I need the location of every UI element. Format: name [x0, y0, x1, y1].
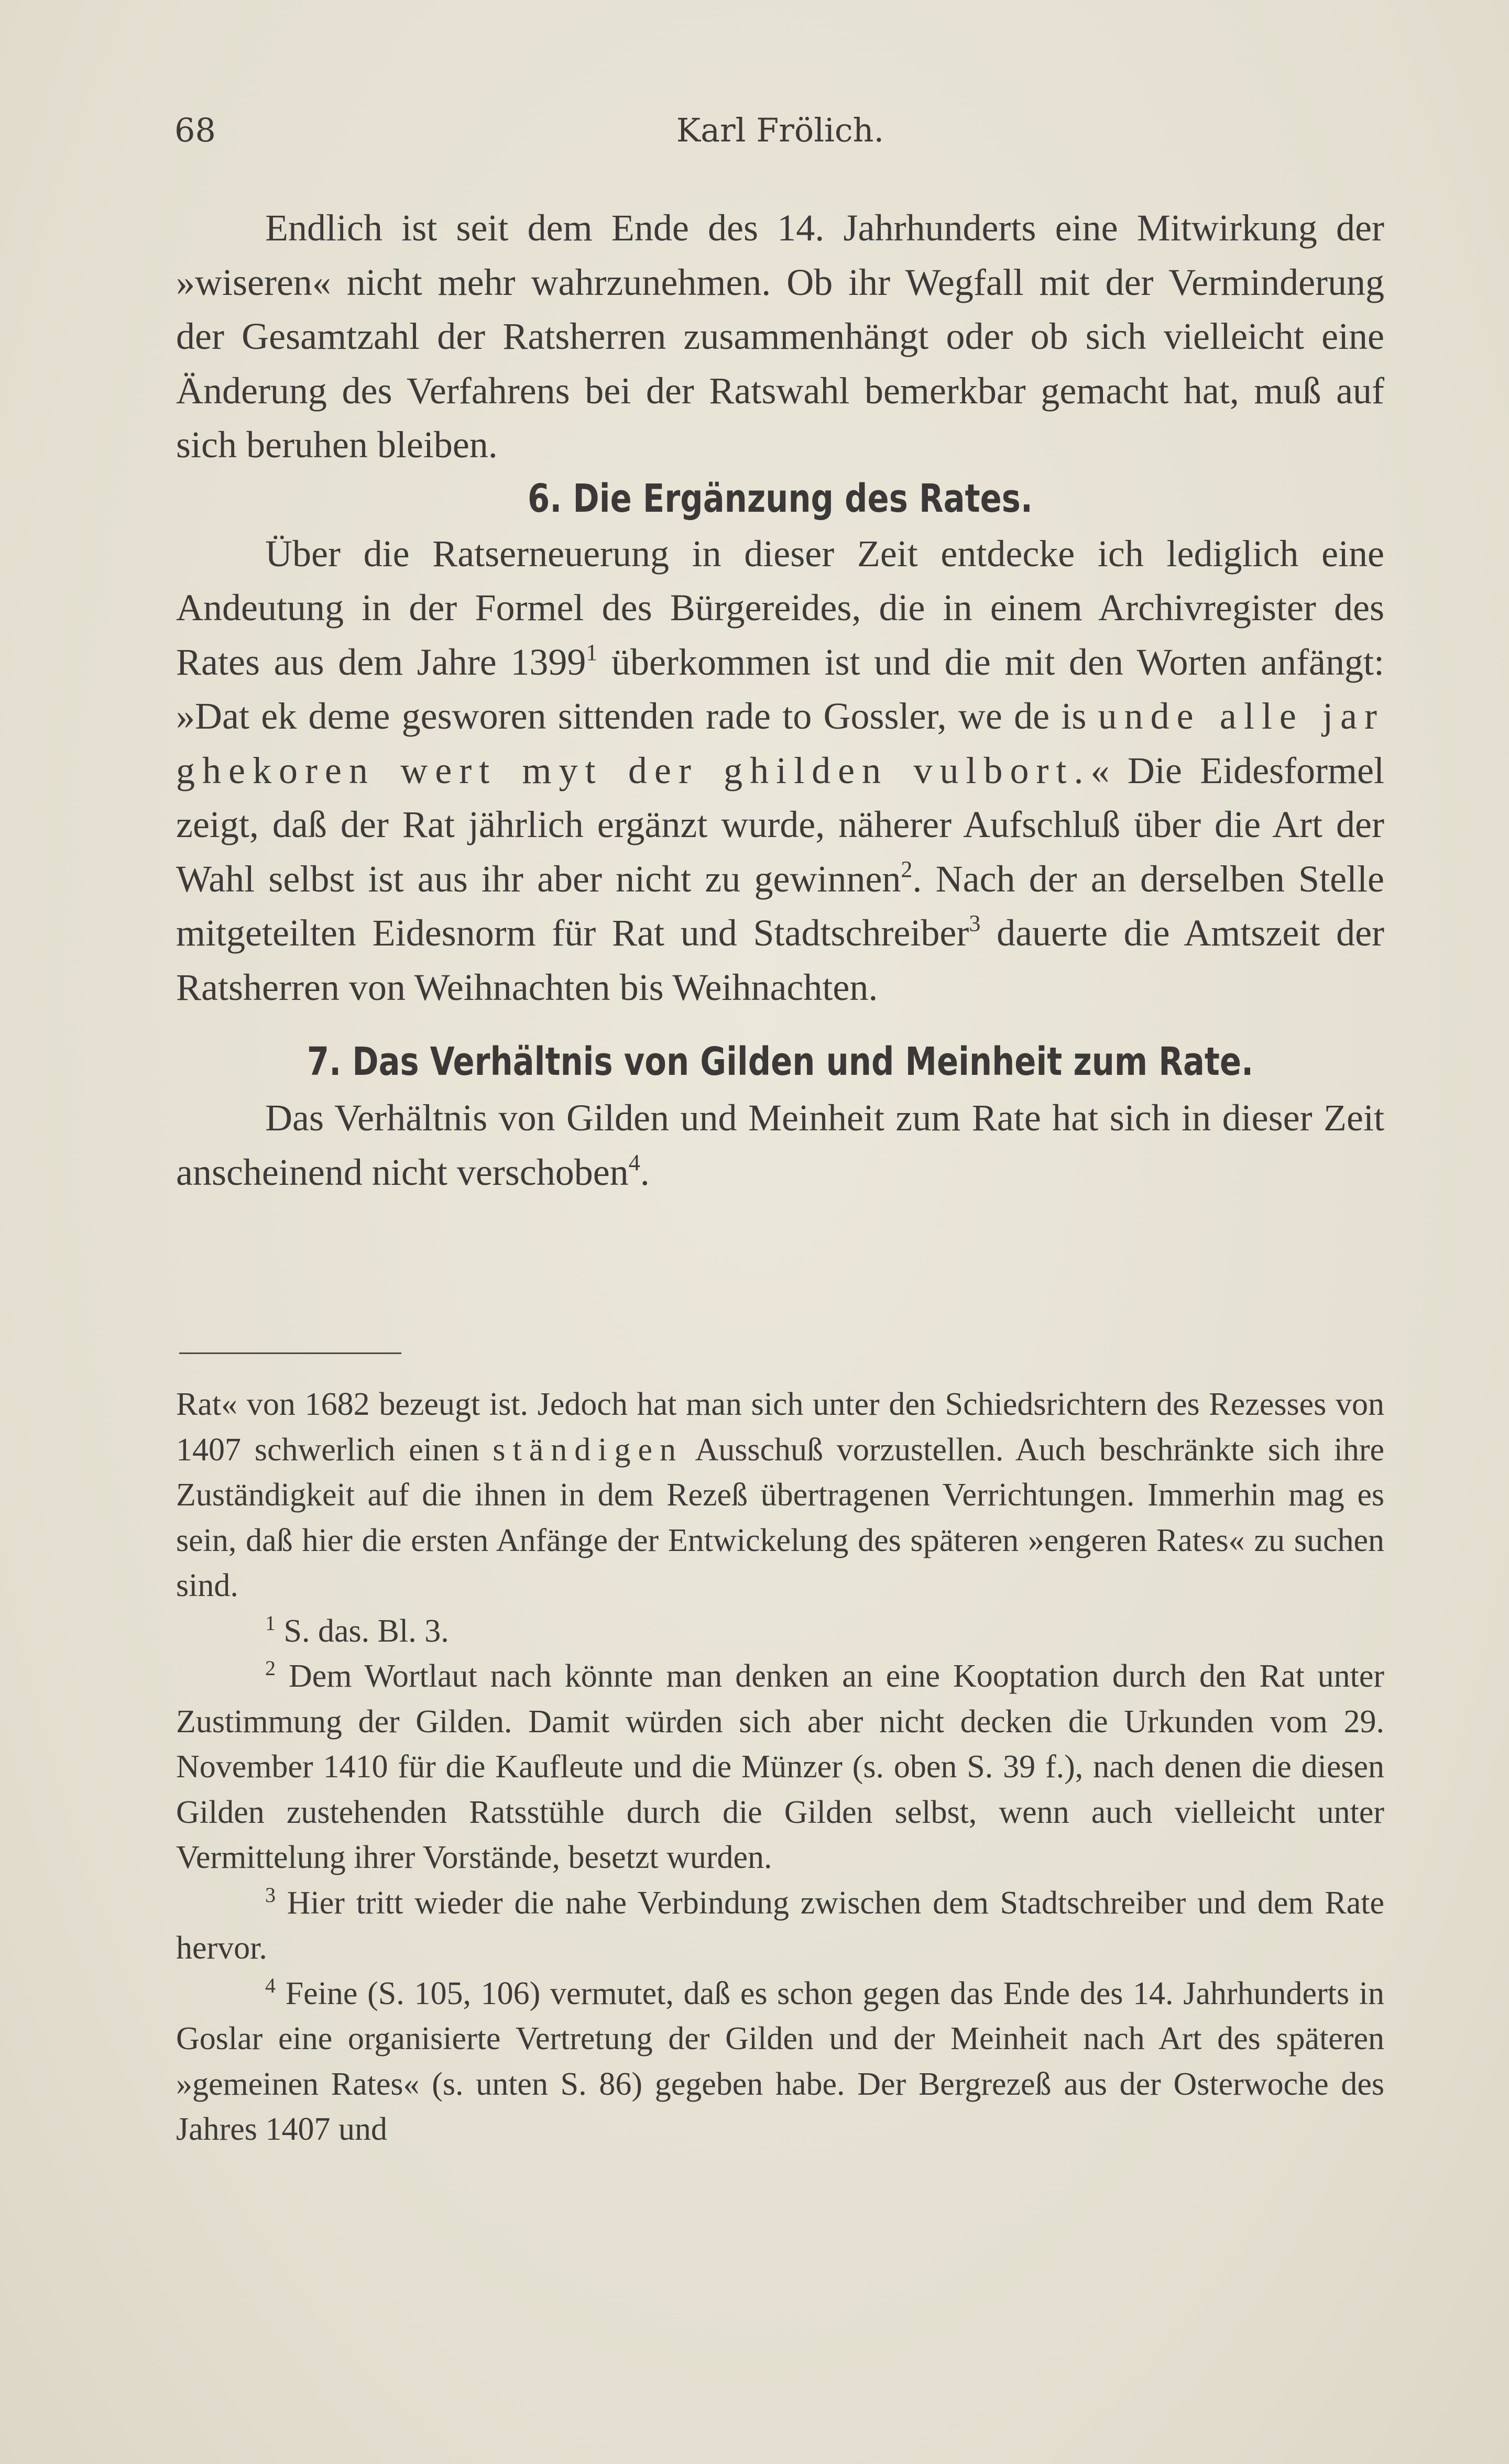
paragraph-gilden: Das Verhältnis von Gilden und Meinheit zum Rate hat sich in dieser Zeit anscheinend nicht verschoben$^4$.	[176, 1097, 1384, 1193]
section-heading-6: 6. Die Ergänzung des Rates.	[528, 476, 1033, 521]
footnote-ref-4: 4	[628, 1149, 640, 1175]
spaced-quote: unde alle jar ghekoren wert myt der ghilden vulbort.	[176, 695, 1384, 791]
page-header	[174, 111, 1386, 158]
footnote-ref-3: 3	[969, 910, 981, 936]
page-number: 68	[174, 111, 216, 149]
footnotes	[176, 1382, 1384, 2152]
footnote-3: $^3$ Hier tritt wieder die nahe Verbindung zwischen dem Stadtschreiber und dem Rate hervor.	[176, 1883, 1384, 1966]
footnote-1: $^1$ S. das. Bl. 3.	[265, 1611, 449, 1649]
running-title: Karl Frölich.	[676, 111, 884, 149]
main-text	[176, 201, 1384, 1200]
footnote-ref-1: 1	[586, 639, 598, 665]
footnote-separator	[179, 1352, 401, 1354]
footnote-4: $^4$ Feine (S. 105, 106) vermutet, daß es schon gegen das Ende des 14. Jahrhunderts in Goslar eine organisierte Vertretung der Gilden und der Meinheit nach Art des späteren »gemeinen Rates« (s. unten S. 86) gegeben habe. Der Bergrezeß aus der Osterwoche des Jahres 1407 und	[176, 1973, 1384, 2147]
footnote-ref-2: 2	[901, 856, 913, 882]
paragraph-wiseren: Endlich ist seit dem Ende des 14. Jahrhunderts eine Mitwirkung der »wiseren« nicht mehr wahrzunehmen. Ob ihr Wegfall mit der Verminderung der Gesamtzahl der Ratsherren zusammenhängt oder ob sich vielleicht eine Änderung des Verfahrens bei der Ratswahl bemerkbar gemacht hat, muß auf sich beruhen bleiben.	[176, 207, 1384, 466]
footnote-continuation: Rat« von 1682 bezeugt ist. Jedoch hat man sich unter den Schiedsrichtern des Rezesses von 1407 schwerlich einen ständigen Ausschuß vorzustellen. Auch beschränkte sich ihre Zuständigkeit auf die ihnen in dem Rezeß übertragenen Verrichtungen. Immerhin mag es sein, daß hier die ersten Anfänge der Entwickelung des späteren »engeren Rates« zu suchen sind.	[176, 1387, 1384, 1603]
footnote-2: $^2$ Dem Wortlaut nach könnte man denken an eine Kooptation durch den Rat unter Zustimmung der Gilden. Damit würden sich aber nicht decken die Urkunden vom 29. November 1410 für die Kaufleute und die Münzer (s. oben S. 39 f.), nach denen die diesen Gilden zustehenden Ratsstühle durch die Gilden selbst, wenn auch vielleicht unter Vermittelung ihrer Vorstände, besetzt wurden.	[176, 1656, 1384, 1875]
section-heading-7: 7. Das Verhältnis von Gilden und Meinheit zum Rate.	[307, 1039, 1254, 1084]
paragraph-ratserneuerung: Über die Ratserneuerung in dieser Zeit entdecke ich lediglich eine Andeutung in der Formel des Bürgereides, die in einem Archivregister des Rates aus dem Jahre 1399$^1$ überkommen ist und die mit den Worten anfängt: »Dat ek deme gesworen sittenden rade to Gossler, we de is unde alle jar ghekoren wert myt der ghilden vulbort.« Die Eidesformel zeigt, daß der Rat jährlich ergänzt wurde, näherer Aufschluß über die Art der Wahl selbst ist aus ihr aber nicht zu gewinnen$^2$. Nach der an derselben Stelle mitgeteilten Eidesnorm für Rat und Stadtschreiber$^3$ dauerte die Amtszeit der Ratsherren von Weihnachten bis Weihnachten.	[176, 532, 1385, 1008]
